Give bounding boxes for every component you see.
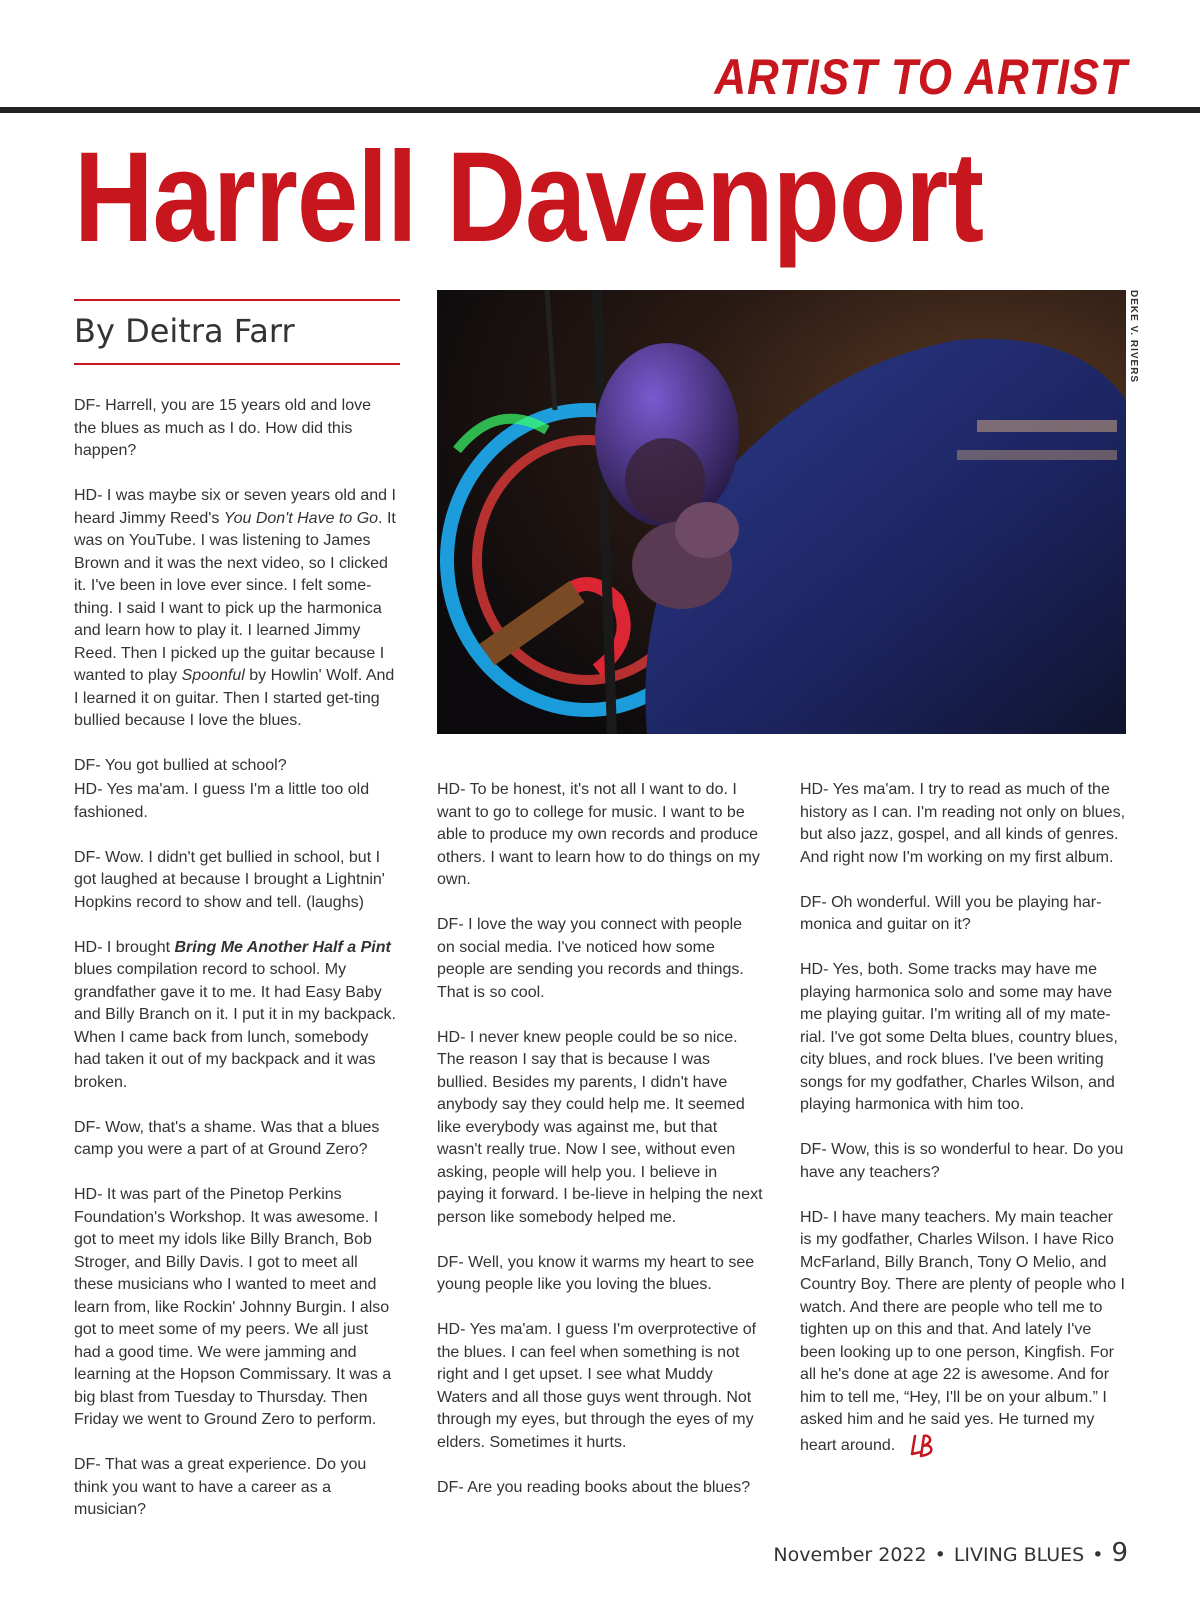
paragraph: HD- I brought Bring Me Another Half a Pint blues compilation record to school. My grandfather gave it to me. It had Easy Baby and Billy Branch on it. I put it in my backpack. When I came back from lunch, somebody had taken it out of my backpack and it was broken. (74, 938, 396, 1091)
paragraph: HD- Yes, both. Some tracks may have me playing harmonica solo and some may have me playing guitar. I'm writing all of my mate-rial. I've got some Delta blues, country blues, city blues, and rock blues. I've been writing songs for my godfather, Charles Wilson, and playing harmonica with him too. (800, 961, 1118, 1113)
footer-bullet: • (934, 1544, 946, 1566)
paragraph: DF- Are you reading books about the blues? (437, 1478, 751, 1496)
paragraph: DF- Well, you know it warms my heart to see young people like you loving the blues. (437, 1253, 755, 1293)
headline: Harrell Davenport (74, 126, 984, 269)
byline-rule-bottom (74, 363, 400, 365)
column-1-top (74, 395, 396, 800)
top-rule (0, 107, 1200, 113)
column-2 (437, 779, 764, 1522)
paragraph: DF- That was a great experience. Do you think you want to have a career as a musician? (74, 1456, 367, 1518)
paragraph: DF- I love the way you connect with people on social media. I've noticed how some people are sending you records and things. That is so cool. (437, 916, 744, 1001)
paragraph: DF- You got bullied at school? (74, 757, 287, 774)
magazine-name: LIVING BLUES (953, 1544, 1085, 1566)
page-number: 9 (1111, 1538, 1128, 1568)
column-1-bottom (74, 779, 396, 1544)
paragraph: DF- Wow, this is so wonderful to hear. Do you have any teachers? (800, 1141, 1124, 1181)
paragraph: DF- Harrell, you are 15 years old and love the blues as much as I do. How did this happen? (74, 397, 372, 459)
lb-end-mark-icon (909, 1432, 939, 1460)
paragraph: HD- It was part of the Pinetop Perkins Foundation's Workshop. It was awesome. I got to meet my idols like Billy Branch, Bob Stroger, and Billy Davis. I got to meet all these musicians who I wanted to meet and learn from, like Rockin' Johnny Burgin. I also got to meet some of my peers. We all just had a good time. We were jamming and learning at the Hopson Commissary. It was a big blast from Tuesday to Thursday. Then Friday we went to Ground Zero to perform. (74, 1186, 392, 1428)
paragraph: DF- Oh wonderful. Will you be playing har-monica and guitar on it? (800, 893, 1102, 933)
footer-bullet: • (1092, 1544, 1104, 1566)
issue-date: November 2022 (773, 1544, 927, 1566)
paragraph: HD- I never knew people could be so nice. The reason I say that is because I was bullied. Besides my parents, I didn't have anybody say they could help me. It seemed like everybody was against me, but that wasn't really true. Now I see, without even asking, people will help you. I believe in paying it forward. I be-lieve in helping the next person like somebody helped me. (437, 1028, 763, 1226)
paragraph: HD- Yes ma'am. I guess I'm overprotective of the blues. I can feel when something is not right and I get upset. I see what Muddy Waters and all those guys went through. Not through my eyes, but through the eyes of my elders. Sometimes it hurts. (437, 1321, 757, 1451)
section-label: ARTIST TO ARTIST (714, 49, 1128, 105)
paragraph: HD- Yes ma'am. I try to read as much of the history as I can. I'm reading not only on blues, but also jazz, gospel, and all kinds of genres. And right now I'm working on my first album. (800, 781, 1126, 866)
paragraph: HD- Yes ma'am. I guess I'm a little too old fashioned. (74, 781, 370, 821)
photo-credit: DEKE V. RIVERS (1128, 290, 1139, 384)
paragraph: DF- Wow, that's a shame. Was that a blues camp you were a part of at Ground Zero? (74, 1118, 380, 1158)
column-3 (800, 779, 1128, 1482)
paragraph: HD- To be honest, it's not all I want to do. I want to go to college for music. I want to be able to produce my own records and produce others. I want to learn how to do things on my own. (437, 781, 760, 888)
byline-rule-top (74, 299, 400, 301)
harmonica-player-photo (437, 290, 1126, 734)
byline: By Deitra Farr (74, 312, 295, 350)
paragraph: HD- I have many teachers. My main teacher is my godfather, Charles Wilson. I have Rico McFarland, Billy Branch, Tony O Melio, and Country Boy. There are plenty of people who I watch. And there are people who tell me to tighten up on this and that. And lately I've been looking up to one person, Kingfish. For all he's done at age 22 is awesome. And for him to tell me, “Hey, I'll be on your album.” I asked him and he said yes. He turned my heart around. (800, 1207, 1128, 1460)
page-footer (773, 1538, 1128, 1568)
paragraph: DF- Wow. I didn't get bullied in school, but I got laughed at because I brought a Lightnin' Hopkins record to show and tell. (laughs) (74, 848, 385, 911)
paragraph: HD- I was maybe six or seven years old and I heard Jimmy Reed's You Don't Have to Go. It was on YouTube. I was listening to James Brown and it was the next video, so I clicked it. I've been in love ever since. I felt some-thing. I said I want to pick up the harmonica and learn how to play it. I learned Jimmy Reed. Then I picked up the guitar because I wanted to play Spoonful by Howlin' Wolf. And I learned it on guitar. Then I started get-ting bullied because I love the blues. (74, 487, 396, 729)
